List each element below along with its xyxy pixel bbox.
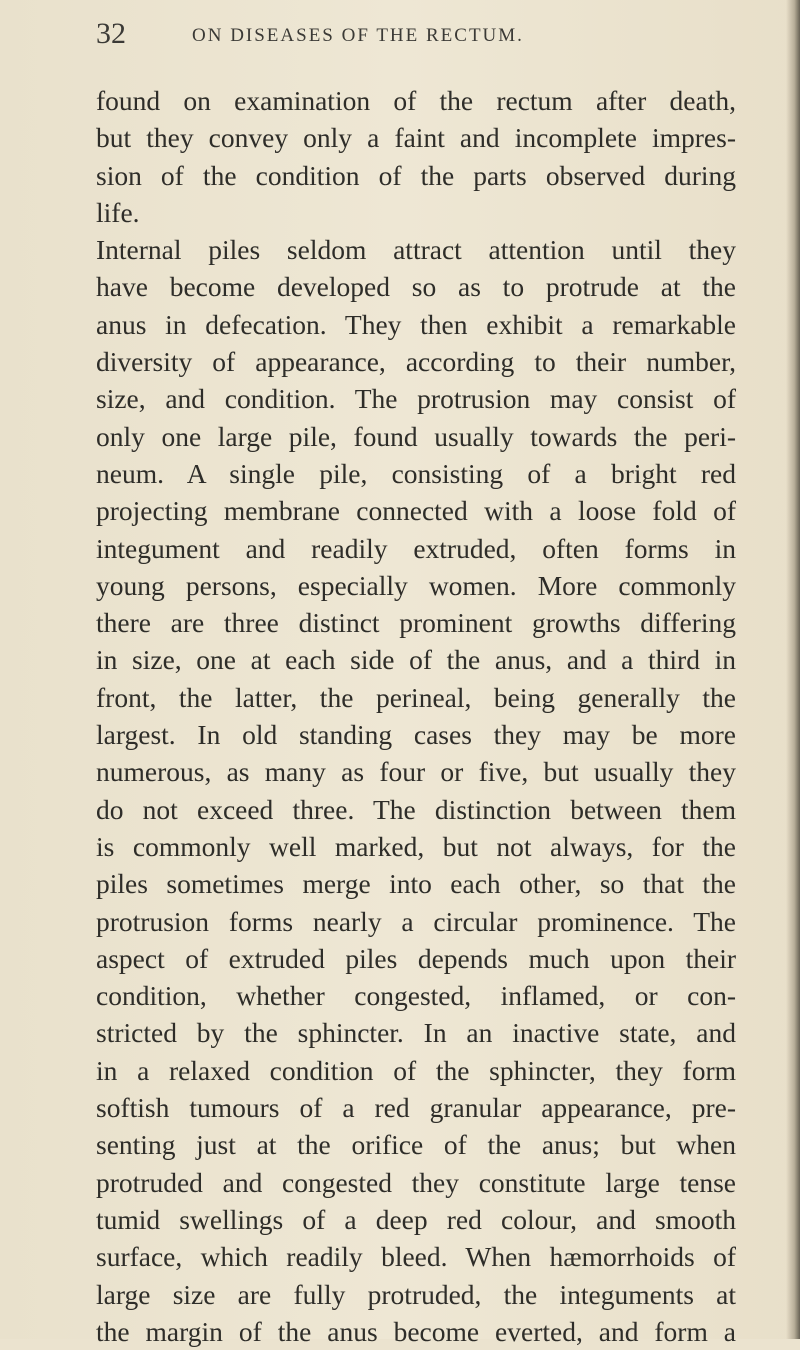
text-line: Internal piles seldom attract attention until they [96, 234, 736, 266]
text-line: do not exceed three. The distinction between them [96, 793, 736, 825]
text-line: senting just at the orifice of the anus; but when [96, 1129, 736, 1161]
text-line: size, and condition. The protrusion may consist of [96, 383, 736, 415]
text-line: projecting membrane connected with a loose fold of [96, 495, 736, 527]
running-title: ON DISEASES OF THE RECTUM. [192, 25, 524, 46]
page-number: 32 [96, 17, 126, 50]
page-header [96, 12, 756, 56]
text-line: sion of the condition of the parts observed during [96, 159, 736, 191]
text-line: neum. A single pile, consisting of a bright red [96, 457, 736, 489]
page-edge-shadow [786, 0, 800, 1339]
text-line: aspect of extruded piles depends much upon their [96, 942, 736, 974]
body-text [96, 82, 736, 1350]
text-line: is commonly well marked, but not always, for the [96, 830, 736, 862]
text-line: protruded and congested they constitute large tense [96, 1166, 736, 1198]
text-line: stricted by the sphincter. In an inactive state, and [96, 1017, 736, 1049]
text-line: in size, one at each side of the anus, and a third in [96, 644, 736, 676]
text-line: the margin of the anus become everted, and form a [96, 1315, 736, 1347]
text-line: piles sometimes merge into each other, so that the [96, 868, 736, 900]
text-line: large size are fully protruded, the integuments at [96, 1278, 736, 1310]
text-line: young persons, especially women. More commonly [96, 569, 736, 601]
text-line: only one large pile, found usually towards the peri- [96, 420, 736, 452]
text-line: in a relaxed condition of the sphincter, they form [96, 1054, 736, 1086]
text-line: softish tumours of a red granular appearance, pre- [96, 1092, 736, 1124]
text-line: diversity of appearance, according to their number, [96, 346, 736, 378]
text-line: there are three distinct prominent growths differing [96, 607, 736, 639]
text-line: front, the latter, the perineal, being generally the [96, 681, 736, 713]
text-line: surface, which readily bleed. When hæmorrhoids of [96, 1241, 736, 1273]
text-line: largest. In old standing cases they may be more [96, 719, 736, 751]
text-line: life. [96, 196, 140, 228]
text-line: numerous, as many as four or five, but usually they [96, 756, 736, 788]
text-line: tumid swellings of a deep red colour, and smooth [96, 1203, 736, 1235]
text-line: condition, whether congested, inflamed, or con- [96, 980, 736, 1012]
text-line: anus in defecation. They then exhibit a remarkable [96, 308, 736, 340]
text-line: integument and readily extruded, often forms in [96, 532, 736, 564]
text-line: found on examination of the rectum after death, [96, 85, 736, 116]
text-line: protrusion forms nearly a circular prominence. The [96, 905, 736, 937]
text-line: have become developed so as to protrude at the [96, 271, 736, 303]
text-line: but they convey only a faint and incomplete impres- [96, 122, 736, 154]
